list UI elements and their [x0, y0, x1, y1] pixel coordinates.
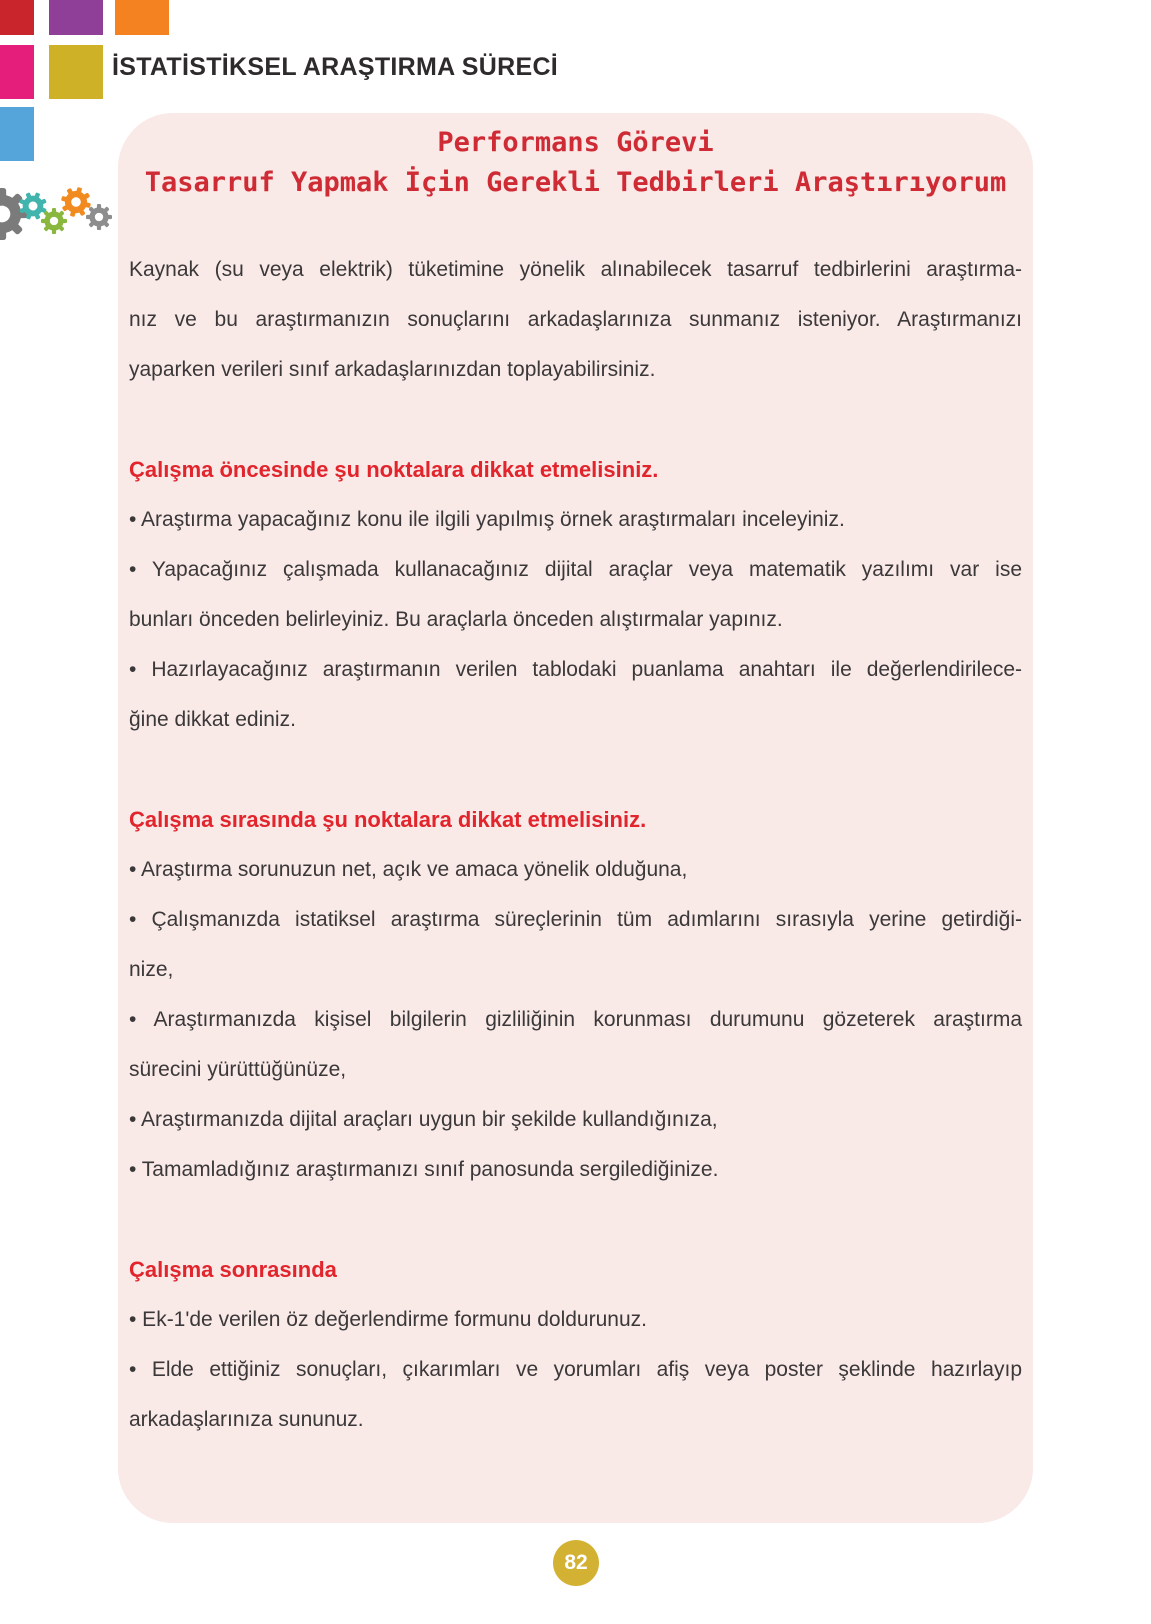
bullet-line: nize, [129, 958, 174, 981]
section-heading-after: Çalışma sonrasında [129, 1257, 337, 1282]
performance-task-box [118, 113, 1033, 1523]
section-heading-before: Çalışma öncesinde şu noktalara dikkat etmelisiniz. [129, 457, 659, 482]
decor-square-red [0, 0, 34, 35]
bullet-line: ğine dikkat ediniz. [129, 708, 296, 731]
decor-square-purple [49, 0, 103, 35]
gear-icon [0, 188, 28, 240]
bullet-line: • Araştırmanızda kişisel bilgilerin gizliliğinin korunması durumunu gözeterek araştırma [129, 1008, 1022, 1031]
chapter-title: İSTATİSTİKSEL ARAŞTIRMA SÜRECİ [112, 53, 559, 81]
intro-line: Kaynak (su veya elektrik) tüketimine yönelik alınabilecek tasarruf tedbirlerini araştırma- [129, 258, 1022, 281]
decor-square-gold [49, 45, 103, 99]
bullet-line: • Elde ettiğiniz sonuçları, çıkarımları ve yorumları afiş veya poster şeklinde hazırlayıp [129, 1358, 1022, 1381]
intro-line: nız ve bu araştırmanızın sonuçlarını arkadaşlarınıza sunmanız isteniyor. Araştırmanızı [129, 308, 1022, 331]
bullet-line: • Araştırmanızda dijital araçları uygun bir şekilde kullandığınıza, [129, 1108, 718, 1131]
task-title-line-1: Performans Görevi [437, 127, 714, 158]
bullet-line: • Hazırlayacağınız araştırmanın verilen tablodaki puanlama anahtarı ile değerlendirilece- [129, 658, 1022, 681]
gear-icon [86, 204, 112, 230]
bullet-line: bunları önceden belirleyiniz. Bu araçlarla önceden alıştırmalar yapınız. [129, 608, 783, 631]
section-heading-during: Çalışma sırasında şu noktalara dikkat etmelisiniz. [129, 807, 647, 832]
gear-icon [58, 184, 95, 221]
bullet-line: sürecini yürüttüğünüze, [129, 1058, 347, 1081]
bullet-line: • Tamamladığınız araştırmanızı sınıf panosunda sergilediğinize. [129, 1158, 719, 1181]
bullet-line: • Çalışmanızda istatiksel araştırma süreçlerinin tüm adımlarını sırasıyla yerine getirdiği- [129, 908, 1022, 931]
decor-square-blue [0, 107, 34, 161]
gears-decoration [0, 182, 130, 248]
bullet-line: arkadaşlarınıza sununuz. [129, 1408, 364, 1431]
decor-square-orange [115, 0, 169, 35]
bullet-line: • Yapacağınız çalışmada kullanacağınız dijital araçlar veya matematik yazılımı var ise [129, 558, 1022, 581]
intro-paragraph [129, 245, 1022, 395]
task-title-line-2: Tasarruf Yapmak İçin Gerekli Tedbirleri Araştırıyorum [144, 167, 1007, 198]
gear-icon [41, 208, 67, 234]
bullet-line: • Ek-1'de verilen öz değerlendirme formunu doldurunuz. [129, 1308, 647, 1331]
intro-line: yaparken verileri sınıf arkadaşlarınızdan toplayabilirsiniz. [129, 358, 656, 381]
bullet-line: • Araştırma yapacağınız konu ile ilgili yapılmış örnek araştırmaları inceleyiniz. [129, 508, 845, 531]
page-number-badge: 82 [553, 1540, 599, 1586]
decor-square-magenta [0, 45, 34, 99]
bullet-line: • Araştırma sorunuzun net, açık ve amaca yönelik olduğuna, [129, 858, 688, 881]
